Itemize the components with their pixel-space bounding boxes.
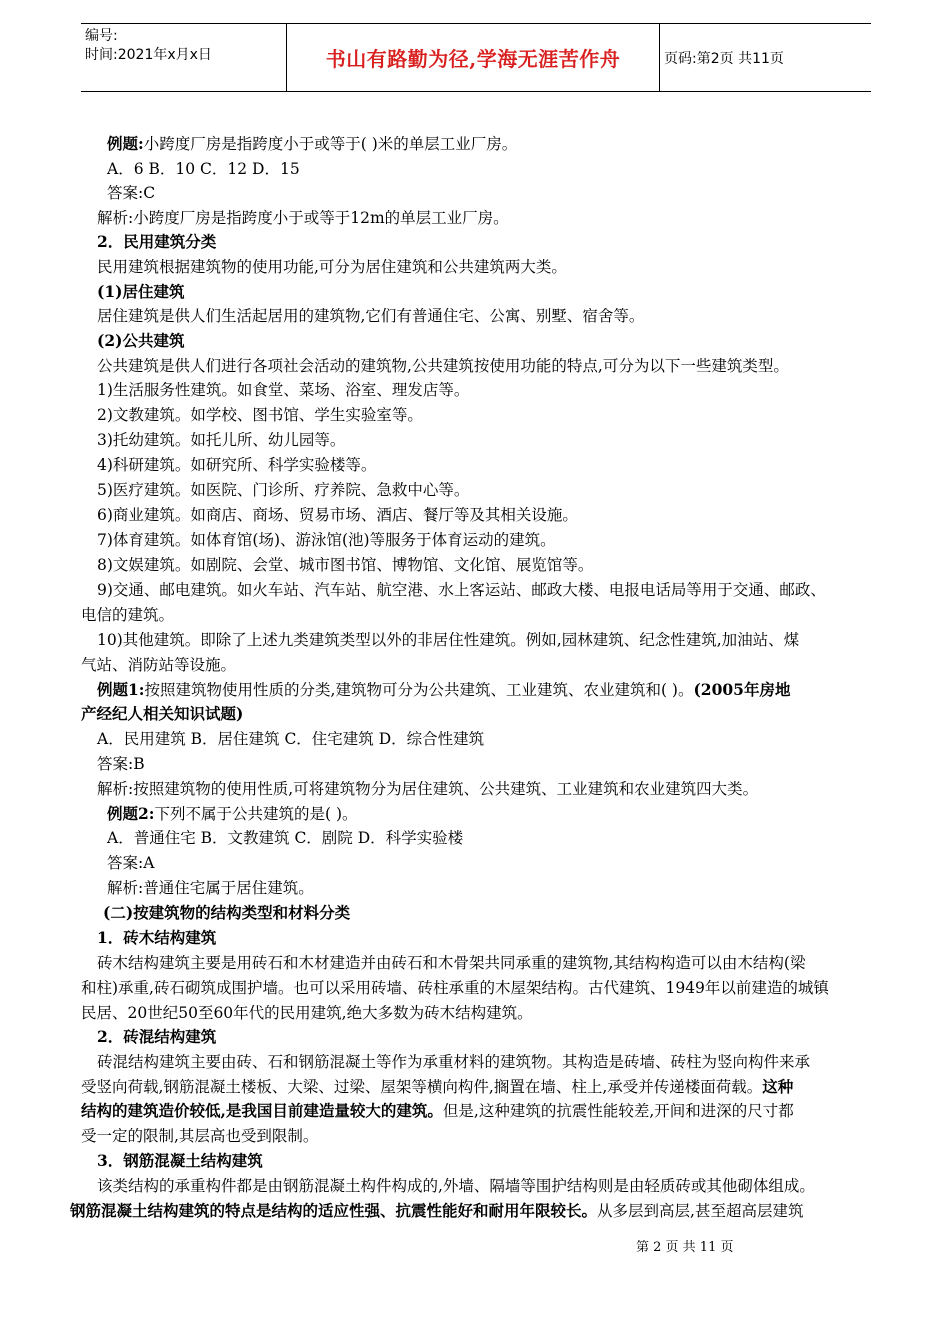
text-run: 5)医疗建筑。如医院、门诊所、疗养院、急救中心等。 (97, 481, 470, 499)
text-run: 9)交通、邮电建筑。如火车站、汽车站、航空港、水上客运站、邮政大楼、电报电话局等用于交通、邮政、 (97, 581, 826, 599)
text-line (81, 655, 236, 675)
bold-text-run: 1．砖木结构建筑 (97, 928, 217, 947)
text-line (81, 978, 829, 998)
bold-text-run: 例题2: (107, 804, 155, 823)
bold-text-run: (2)公共建筑 (97, 331, 185, 350)
text-run: 解析:按照建筑物的使用性质,可将建筑物分为居住建筑、公共建筑、工业建筑和农业建筑四大类。 (97, 780, 759, 798)
text-line (81, 704, 243, 724)
text-run: 答案:B (97, 755, 145, 773)
text-run: 公共建筑是供人们进行各项社会活动的建筑物,公共建筑按使用功能的特点,可分为以下一些建筑类型。 (97, 357, 789, 375)
text-run: 该类结构的承重构件都是由钢筋混凝土构件构成的,外墙、隔墙等围护结构则是由轻质砖或其他砌体组成。 (97, 1177, 815, 1195)
text-run: 但是,这种建筑的抗震性能较差,开间和进深的尺寸都 (442, 1102, 794, 1120)
text-line (81, 1101, 794, 1121)
bold-text-run: 产经纪人相关知识试题) (81, 704, 244, 723)
bold-text-run: 2．砖混结构建筑 (97, 1027, 217, 1046)
text-line (97, 232, 216, 252)
text-line (97, 953, 805, 973)
text-line (97, 455, 376, 475)
bold-text-run: (2005年房地 (693, 680, 791, 699)
text-line (81, 1003, 533, 1023)
text-line (97, 680, 790, 700)
page-header (81, 23, 871, 92)
text-line (81, 1126, 318, 1146)
header-number-label: 编号: (85, 28, 118, 44)
text-run: A．6 B．10 C．12 D．15 (107, 160, 300, 178)
bold-text-run: 2．民用建筑分类 (97, 232, 217, 251)
text-run: 答案:A (107, 854, 155, 872)
header-left (85, 27, 285, 65)
text-run: 10)其他建筑。即除了上述九类建筑类型以外的非居住性建筑。例如,园林建筑、纪念性建筑,加油站、煤 (97, 631, 800, 649)
text-run: 砖混结构建筑主要由砖、石和钢筋混凝土等作为承重材料的建筑物。其构造是砖墙、砖柱为竖向构件来承 (97, 1053, 811, 1071)
text-line (107, 159, 300, 179)
text-run: 受一定的限制,其层高也受到限制。 (81, 1127, 319, 1145)
text-line (107, 183, 155, 203)
text-line (97, 1151, 263, 1171)
bold-text-run: 钢筋混凝土结构建筑的特点是结构的适应性强、抗震性能好和耐用年限较长。 (70, 1201, 598, 1220)
bold-text-run: 例题1: (97, 680, 145, 699)
text-run: 下列不属于公共建筑的是( )。 (154, 805, 358, 823)
text-run: 受竖向荷载,钢筋混凝土楼板、大梁、过梁、屋架等横向构件,搁置在墙、柱上,承受并传递楼面荷载。 (81, 1078, 763, 1096)
text-line (81, 1077, 793, 1097)
bold-text-run: 3．钢筋混凝土结构建筑 (97, 1151, 263, 1170)
text-line (97, 555, 593, 575)
text-run: 气站、消防站等设施。 (81, 656, 237, 674)
text-line (97, 530, 556, 550)
bold-text-run: 这种 (762, 1077, 794, 1096)
text-run: 从多层到高层,甚至超高层建筑 (597, 1202, 804, 1220)
text-run: 民居、20世纪50至60年代的民用建筑,绝大多数为砖木结构建筑。 (81, 1004, 533, 1022)
text-line (97, 356, 789, 376)
header-time-label: 时间:2021年x月x日 (85, 47, 212, 63)
text-line (97, 282, 184, 302)
bold-text-run: (1)居住建筑 (97, 282, 185, 301)
text-run: 3)托幼建筑。如托儿所、幼儿园等。 (97, 431, 346, 449)
text-line (97, 405, 423, 425)
text-line (70, 1201, 803, 1221)
text-run: 按照建筑物使用性质的分类,建筑物可分为公共建筑、工业建筑、农业建筑和( )。 (144, 681, 694, 699)
text-line (107, 828, 463, 848)
text-run: 答案:C (107, 184, 156, 202)
text-line (97, 580, 826, 600)
text-run: A．民用建筑 B．居住建筑 C．住宅建筑 D．综合性建筑 (97, 730, 485, 748)
text-run: 民用建筑根据建筑物的使用功能,可分为居住建筑和公共建筑两大类。 (97, 258, 567, 276)
text-line (97, 630, 799, 650)
bold-text-run: 结构的建筑造价较低,是我国目前建造量较大的建筑。 (81, 1101, 443, 1120)
text-line (97, 306, 644, 326)
text-run: 居住建筑是供人们生活起居用的建筑物,它们有普通住宅、公寓、别墅、宿舍等。 (97, 307, 645, 325)
text-line (81, 605, 174, 625)
text-line (97, 1027, 216, 1047)
text-line (97, 505, 578, 525)
text-run: 解析:普通住宅属于居住建筑。 (107, 879, 314, 897)
text-line (97, 729, 484, 749)
text-line (97, 779, 758, 799)
text-line (97, 380, 469, 400)
text-run: 7)体育建筑。如体育馆(场)、游泳馆(池)等服务于体育运动的建筑。 (97, 531, 556, 549)
text-line (97, 257, 567, 277)
text-line (107, 878, 314, 898)
text-line (97, 480, 469, 500)
bold-text-run: (二)按建筑物的结构类型和材料分类 (103, 903, 351, 922)
text-line (107, 804, 358, 824)
bold-text-run: 例题: (107, 134, 144, 153)
text-line (97, 331, 184, 351)
text-run: 电信的建筑。 (81, 606, 175, 624)
text-run: 小跨度厂房是指跨度小于或等于( )米的单层工业厂房。 (143, 135, 518, 153)
text-run: 砖木结构建筑主要是用砖石和木材建造并由砖石和木骨架共同承重的建筑物,其结构构造可以由木结构(梁 (97, 954, 806, 972)
text-line (97, 430, 345, 450)
text-run: 解析:小跨度厂房是指跨度小于或等于12m的单层工业厂房。 (97, 209, 509, 227)
text-line (97, 208, 509, 228)
text-line (103, 903, 350, 923)
text-line (97, 1176, 815, 1196)
header-page-code: 页码:第2页 共11页 (664, 50, 784, 67)
text-run: 1)生活服务性建筑。如食堂、菜场、浴室、理发店等。 (97, 381, 470, 399)
text-run: 6)商业建筑。如商店、商场、贸易市场、酒店、餐厅等及其相关设施。 (97, 506, 578, 524)
text-run: A．普通住宅 B．文教建筑 C．剧院 D．科学实验楼 (107, 829, 464, 847)
text-line (97, 1052, 810, 1072)
text-run: 8)文娱建筑。如剧院、会堂、城市图书馆、博物馆、文化馆、展览馆等。 (97, 556, 594, 574)
text-line (107, 134, 517, 154)
text-run: 2)文教建筑。如学校、图书馆、学生实验室等。 (97, 406, 423, 424)
header-motto: 书山有路勤为径,学海无涯苦作舟 (286, 24, 660, 91)
text-line (97, 928, 216, 948)
text-run: 4)科研建筑。如研究所、科学实验楼等。 (97, 456, 377, 474)
text-line (97, 754, 145, 774)
text-run: 和柱)承重,砖石砌筑成围护墙。也可以采用砖墙、砖柱承重的木屋架结构。古代建筑、1949年以前建造的城镇 (81, 979, 829, 997)
page-footer: 第 2 页 共 11 页 (636, 1240, 734, 1255)
text-line (107, 853, 154, 873)
